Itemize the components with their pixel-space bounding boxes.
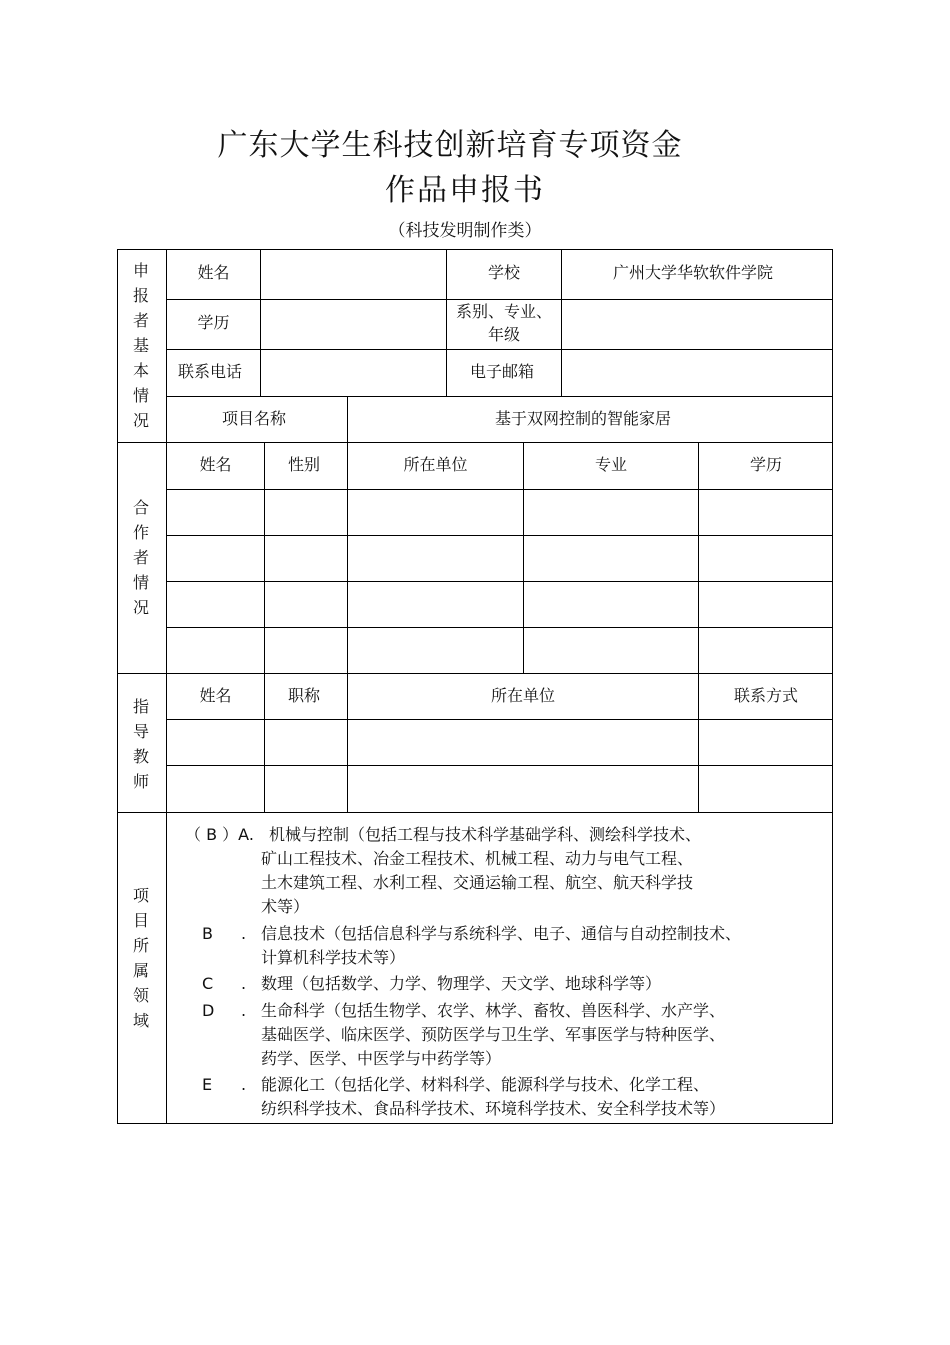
collab-header-unit: 所在单位 bbox=[403, 455, 468, 474]
field-section-label: 项 目 所 属 领 域 bbox=[132, 886, 149, 1030]
project-name-field[interactable]: 基于双网控制的智能家居 bbox=[494, 408, 671, 428]
advisors-section-label: 指 导 教 师 bbox=[132, 697, 149, 791]
form-category: （科技发明制作类） bbox=[388, 221, 542, 241]
field-option-a-line: 术等） bbox=[261, 897, 310, 916]
field-option-b-letter: B bbox=[202, 924, 213, 943]
field-option-b-line: 计算机科学技术等） bbox=[261, 948, 406, 967]
field-option-a-line: 土木建筑工程、水利工程、交通运输工程、航空、航天科学技 bbox=[261, 873, 694, 892]
applicant-section-label: 申 报 者 基 本 情 况 bbox=[132, 261, 149, 430]
collab-header-name: 姓名 bbox=[199, 455, 232, 474]
advisor-header-contact: 联系方式 bbox=[733, 686, 798, 705]
field-option-dot: . bbox=[241, 1075, 247, 1094]
row-divider bbox=[166, 765, 833, 766]
advisor-header-name: 姓名 bbox=[199, 686, 232, 705]
education-label: 学历 bbox=[197, 312, 230, 332]
phone-field[interactable] bbox=[261, 350, 446, 396]
name-label: 姓名 bbox=[197, 262, 230, 282]
field-option-dot: . bbox=[241, 924, 247, 943]
advisor-header-title: 职称 bbox=[287, 686, 320, 705]
field-option-a-line: 矿山工程技术、冶金工程技术、机械工程、动力与电气工程、 bbox=[261, 849, 694, 868]
collaborators-section-label: 合 作 者 情 况 bbox=[132, 498, 149, 617]
field-option-c-letter: C bbox=[202, 974, 214, 993]
row-divider bbox=[166, 489, 833, 490]
selected-field-prefix[interactable]: （ B ）A. bbox=[185, 825, 254, 844]
field-option-d-line: 基础医学、临床医学、预防医学与卫生学、军事医学与特种医学、 bbox=[261, 1025, 726, 1044]
advisor-header-unit: 所在单位 bbox=[490, 686, 555, 705]
form-title: 广东大学生科技创新培育专项资金 bbox=[217, 128, 683, 163]
education-field[interactable] bbox=[261, 300, 446, 349]
row-divider bbox=[166, 581, 833, 582]
field-option-b-line: 信息技术（包括信息科学与系统科学、电子、通信与自动控制技术、 bbox=[261, 924, 742, 943]
field-option-e-line: 能源化工（包括化学、材料科学、能源科学与技术、化学工程、 bbox=[261, 1075, 710, 1094]
collab-header-gender: 性别 bbox=[287, 455, 320, 474]
collab-header-education: 学历 bbox=[749, 455, 782, 474]
row-divider bbox=[166, 719, 833, 720]
field-option-a-line: 机械与控制（包括工程与技术科学基础学科、测绘科学技术、 bbox=[269, 825, 702, 844]
field-option-e-line: 纺织科学技术、食品科学技术、环境科学技术、安全科学技术等） bbox=[261, 1099, 726, 1118]
field-option-e-letter: E bbox=[202, 1075, 213, 1094]
phone-label: 联系电话 bbox=[177, 362, 242, 381]
department-label-line: 系别、专业、 bbox=[455, 302, 552, 321]
name-field[interactable] bbox=[261, 250, 446, 299]
field-option-c-line: 数理（包括数学、力学、物理学、天文学、地球科学等） bbox=[261, 974, 662, 993]
row-divider bbox=[166, 627, 833, 628]
field-option-d-line: 药学、医学、中医学与中药学等） bbox=[261, 1049, 502, 1068]
row-divider bbox=[166, 535, 833, 536]
field-option-d-line: 生命科学（包括生物学、农学、林学、畜牧、兽医科学、水产学、 bbox=[261, 1001, 726, 1020]
field-option-dot: . bbox=[241, 1001, 247, 1020]
department-label bbox=[447, 300, 561, 346]
department-label-line: 年级 bbox=[487, 325, 520, 344]
school-field[interactable]: 广州大学华软软件学院 bbox=[612, 262, 773, 282]
form-subtitle: 作品申报书 bbox=[385, 173, 545, 208]
school-label: 学校 bbox=[487, 262, 520, 282]
collab-header-major: 专业 bbox=[594, 455, 627, 474]
field-option-d-letter: D bbox=[202, 1001, 215, 1020]
department-field[interactable] bbox=[562, 300, 833, 349]
field-options bbox=[167, 813, 833, 1124]
email-field[interactable] bbox=[562, 350, 833, 396]
field-option-dot: . bbox=[241, 974, 247, 993]
project-name-label: 项目名称 bbox=[221, 408, 286, 428]
email-label: 电子邮箱 bbox=[469, 362, 534, 381]
